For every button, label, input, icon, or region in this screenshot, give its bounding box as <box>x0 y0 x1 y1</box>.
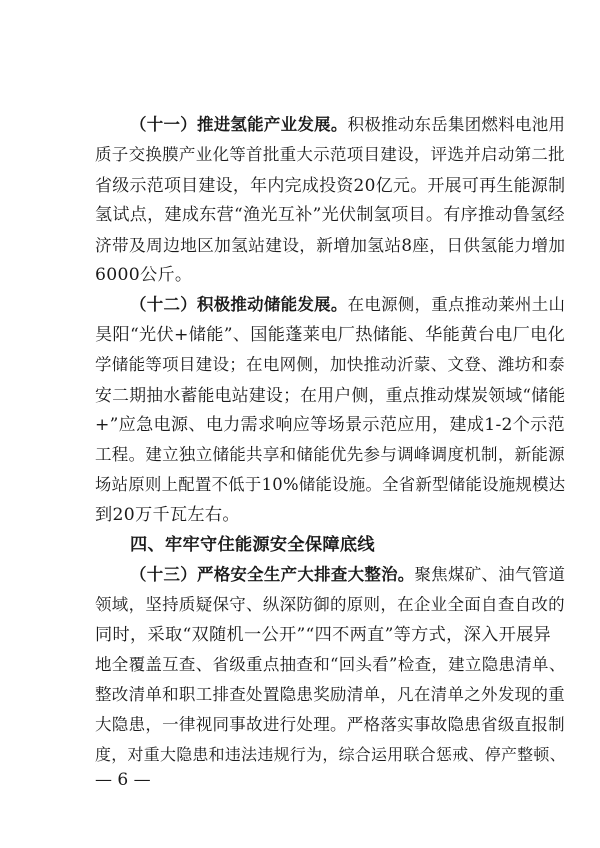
paragraph-12-line: 安二期抽水蓄能电站建设；在用户侧，重点推动煤炭领域“储能 <box>95 385 566 405</box>
paragraph-12-line: 学储能等项目建设；在电网侧，加快推动沂蒙、文登、潍坊和泰 <box>95 355 565 374</box>
paragraph-12-line: +”应急电源、电力需求响应等场景示范应用，建成1-2个示范 <box>95 415 565 435</box>
paragraph-12-lead: 在电源侧，重点推动莱州土山 <box>347 295 566 314</box>
paragraph-11-line: 氢试点，建成东营“渔光互补”光伏制氢项目。有序推动鲁氢经 <box>95 205 565 225</box>
paragraph-11-heading: （十一）推进氢能产业发展。 <box>130 115 348 134</box>
paragraph-12-line: 工程。建立独立储能共享和储能优先参与调峰调度机制，新能源 <box>95 445 565 464</box>
paragraph-13-line: 地全覆盖互查、省级重点抽查和“回头看”检查，建立隐患清单、 <box>95 655 566 674</box>
paragraph-11-lead: 积极推动东岳集团燃料电池用 <box>347 115 566 134</box>
section-heading: 四、牢牢守住能源安全保障底线 <box>130 535 375 555</box>
paragraph-12-line: 昊阳“光伏+储能”、国能蓬莱电厂热储能、华能黄台电厂电化 <box>95 325 566 345</box>
paragraph-13-first-line <box>130 560 565 590</box>
paragraph-13-line: 整改清单和职工排查处置隐患奖励清单，凡在清单之外发现的重 <box>95 685 565 704</box>
paragraph-11-line: 济带及周边地区加氢站建设，新增加氢站8座，日供氢能力增加 <box>95 235 566 255</box>
paragraph-11-line: 6000公斤。 <box>95 265 193 285</box>
paragraph-11-line: 省级示范项目建设，年内完成投资20亿元。开展可再生能源制 <box>95 175 566 195</box>
paragraph-13-line: 同时，采取“双随机一公开”“四不两直”等方式，深入开展异 <box>95 625 552 645</box>
paragraph-12-line: 场站原则上配置不低于10%储能设施。全省新型储能设施规模达 <box>95 475 566 494</box>
paragraph-13-line: 大隐患，一律视同事故进行处理。严格落实事故隐患省级直报制 <box>95 715 565 734</box>
page-number: — 6 — <box>95 770 151 790</box>
paragraph-13-lead: 聚焦煤矿、油气管道 <box>414 565 566 584</box>
paragraph-11-first-line <box>130 110 565 140</box>
paragraph-13-line: 度，对重大隐患和违法违规行为，综合运用联合惩戒、停产整顿、 <box>95 745 566 764</box>
paragraph-13-heading: （十三）严格安全生产大排查大整治。 <box>130 565 415 584</box>
paragraph-12-line: 到20万千瓦左右。 <box>95 505 240 525</box>
paragraph-12-heading: （十二）积极推动储能发展。 <box>130 295 348 314</box>
paragraph-12-first-line <box>130 290 565 320</box>
paragraph-13-line: 领域，坚持质疑保守、纵深防御的原则，在企业全面自查自改的 <box>95 595 565 614</box>
paragraph-11-line: 质子交换膜产业化等首批重大示范项目建设，评选并启动第二批 <box>95 145 565 164</box>
